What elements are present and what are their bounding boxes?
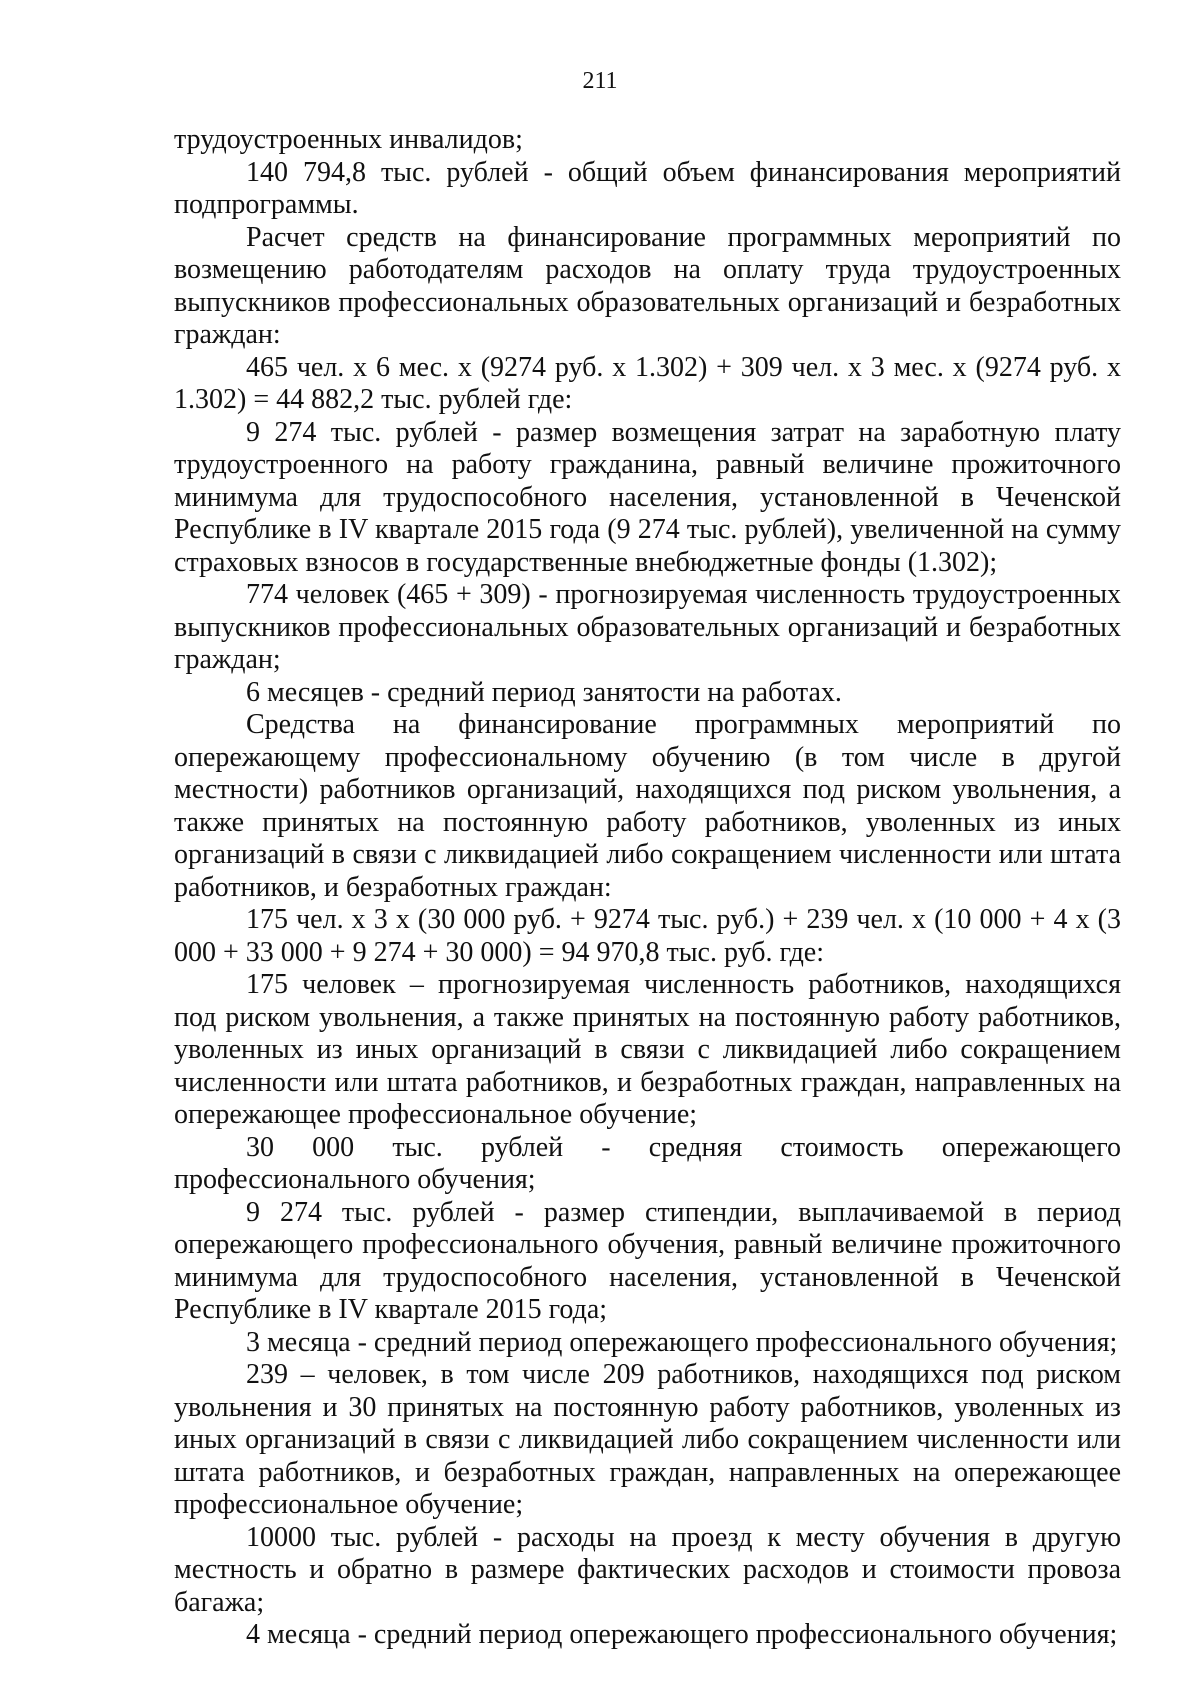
paragraph-1: трудоустроенных инвалидов; — [174, 124, 523, 155]
paragraph-5: 9 274 тыс. рублей - размер возмещения затрат на заработную плату трудоустроенного на работу гражданина, равный величине прожиточного минимума для трудоспособного населения, установленной в Чеченской Республике в IV квартале 2015 года (9 274 тыс. рублей), увеличенной на сумму страховых взносов в государственные внебюджетные фонды (1.302); — [174, 416, 1121, 578]
document-body — [174, 124, 1121, 1652]
paragraph-15: 10000 тыс. рублей - расходы на проезд к месту обучения в другую местность и обратно в размере фактических расходов и стоимости провоза багажа; — [174, 1521, 1121, 1618]
paragraph-8: Средства на финансирование программных мероприятий по опережающему профессиональному обучению (в том числе в другой местности) работников организаций, находящихся под риском увольнения, а также принятых на постоянную работу работников, уволенных из иных организаций в связи с ликвидацией либо сокращением численности или штата работников, и безработных граждан: — [174, 709, 1121, 903]
paragraph-2: 140 794,8 тыс. рублей - общий объем финансирования мероприятий подпрограммы. — [174, 156, 1121, 220]
paragraph-6: 774 человек (465 + 309) - прогнозируемая численность трудоустроенных выпускников профессиональных образовательных организаций и безработных граждан; — [174, 579, 1121, 675]
paragraph-4: 465 чел. х 6 мес. х (9274 руб. х 1.302) + 309 чел. х 3 мес. х (9274 руб. х 1.302) = 44 882,2 тыс. рублей где: — [174, 351, 1121, 415]
page-number: 211 — [582, 68, 618, 94]
paragraph-7: 6 месяцев - средний период занятости на работах. — [246, 676, 842, 708]
paragraph-3: Расчет средств на финансирование программных мероприятий по возмещению работодателям расходов на оплату труда трудоустроенных выпускников профессиональных образовательных организаций и безработных граждан: — [174, 221, 1121, 350]
paragraph-14: 239 – человек, в том числе 209 работников, находящихся под риском увольнения и 30 принятых на постоянную работу работников, уволенных из иных организаций в связи с ликвидацией либо сокращением численности или штата работников, и безработных граждан, направленных на опережающее профессиональное обучение; — [174, 1359, 1121, 1520]
paragraph-16: 4 месяца - средний период опережающего профессионального обучения; — [246, 1619, 1118, 1650]
paragraph-11: 30 000 тыс. рублей - средняя стоимость опережающего профессионального обучения; — [174, 1131, 1121, 1195]
paragraph-12: 9 274 тыс. рублей - размер стипендии, выплачиваемой в период опережающего профессионального обучения, равный величине прожиточного минимума для трудоспособного населения, установленной в Чеченской Республике в IV квартале 2015 года; — [174, 1196, 1121, 1325]
paragraph-9: 175 чел. х 3 х (30 000 руб. + 9274 тыс. руб.) + 239 чел. х (10 000 + 4 х (3 000 + 33 000 + 9 274 + 30 000) = 94 970,8 тыс. руб. где: — [174, 904, 1121, 968]
paragraph-13: 3 месяца - средний период опережающего профессионального обучения; — [246, 1326, 1118, 1358]
paragraph-10: 175 человек – прогнозируемая численность работников, находящихся под риском увольнения, а также принятых на постоянную работу работников, уволенных из иных организаций в связи с ликвидацией либо сокращением численности или штата работников, и безработных граждан, направленных на опережающее профессиональное обучение; — [174, 969, 1121, 1130]
